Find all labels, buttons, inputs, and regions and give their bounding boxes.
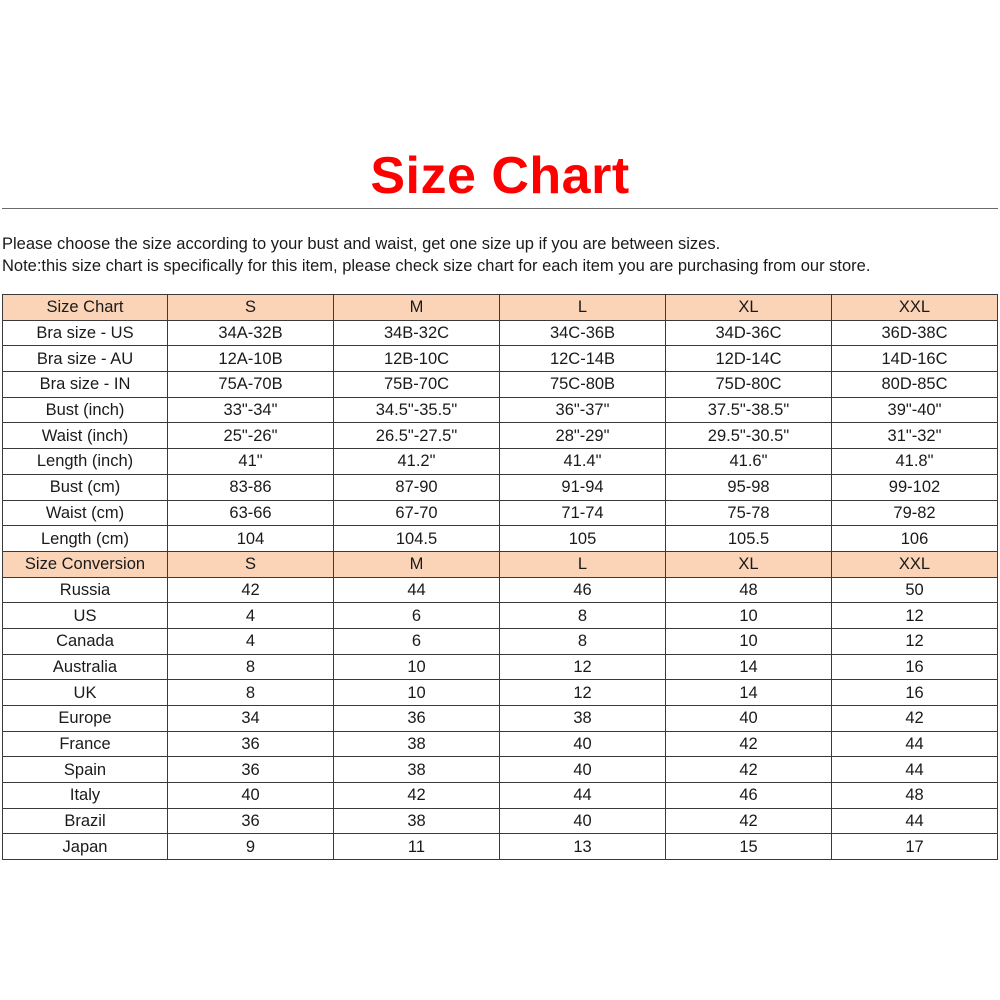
table-cell: 95-98 [666,474,832,500]
table-cell: 12D-14C [666,346,832,372]
row-label-cell: Brazil [3,808,168,834]
table-cell: 10 [334,654,500,680]
table-cell: 12 [500,654,666,680]
table-cell: 44 [832,757,998,783]
table-cell: 46 [500,577,666,603]
row-label-cell: Japan [3,834,168,860]
table-cell: 12 [500,680,666,706]
table-row [3,500,998,526]
table-cell: 41.8" [832,449,998,475]
page-title: Size Chart [370,147,630,205]
table-cell: 44 [832,731,998,757]
table-cell: 39"-40" [832,397,998,423]
table-cell: 31"-32" [832,423,998,449]
table-cell: 14D-16C [832,346,998,372]
table-cell: 38 [334,757,500,783]
table-cell: 38 [334,731,500,757]
table-cell: 12 [832,603,998,629]
table-cell: 105.5 [666,526,832,552]
row-label-cell: Bra size - AU [3,346,168,372]
table-cell: 12A-10B [168,346,334,372]
table-cell: 28"-29" [500,423,666,449]
table-cell: 67-70 [334,500,500,526]
table-cell: 104.5 [334,526,500,552]
size-header-cell: M [334,295,500,321]
table-cell: 44 [334,577,500,603]
table-cell: 25"-26" [168,423,334,449]
table-header-row [3,551,998,577]
size-chart-body [3,295,998,860]
table-row [3,654,998,680]
table-row [3,474,998,500]
table-cell: 75-78 [666,500,832,526]
table-cell: 75D-80C [666,372,832,398]
size-header-cell: L [500,551,666,577]
table-cell: 79-82 [832,500,998,526]
row-label-cell: US [3,603,168,629]
table-cell: 36 [168,731,334,757]
table-cell: 6 [334,628,500,654]
table-cell: 34.5"-35.5" [334,397,500,423]
row-label-cell: Waist (inch) [3,423,168,449]
table-row [3,423,998,449]
table-cell: 34 [168,706,334,732]
table-row [3,731,998,757]
table-cell: 37.5"-38.5" [666,397,832,423]
table-cell: 8 [168,654,334,680]
size-header-cell: XL [666,551,832,577]
table-cell: 38 [334,808,500,834]
table-row [3,706,998,732]
table-cell: 40 [666,706,832,732]
table-cell: 17 [832,834,998,860]
table-cell: 63-66 [168,500,334,526]
size-chart-table [2,294,998,860]
table-row [3,783,998,809]
row-label-cell: UK [3,680,168,706]
row-label-cell: Russia [3,577,168,603]
table-cell: 42 [334,783,500,809]
table-cell: 75B-70C [334,372,500,398]
table-cell: 9 [168,834,334,860]
table-cell: 34B-32C [334,320,500,346]
row-label-cell: Waist (cm) [3,500,168,526]
size-header-cell: XXL [832,551,998,577]
table-cell: 104 [168,526,334,552]
table-row [3,577,998,603]
table-cell: 10 [666,603,832,629]
table-cell: 48 [666,577,832,603]
table-cell: 75C-80B [500,372,666,398]
table-cell: 42 [666,808,832,834]
table-row [3,397,998,423]
note-line-1: Please choose the size according to your bust and waist, get one size up if you are between sizes. [2,235,721,253]
table-cell: 40 [500,757,666,783]
table-cell: 16 [832,654,998,680]
note-line-2: Note:this size chart is specifically for this item, please check size chart for each item you are purchasing from our store. [2,257,871,275]
row-label-cell: Spain [3,757,168,783]
table-cell: 44 [500,783,666,809]
table-row [3,449,998,475]
table-cell: 42 [832,706,998,732]
table-cell: 16 [832,680,998,706]
row-label-cell: Canada [3,628,168,654]
table-cell: 4 [168,603,334,629]
table-cell: 12C-14B [500,346,666,372]
table-cell: 34C-36B [500,320,666,346]
row-label-cell: France [3,731,168,757]
table-row [3,346,998,372]
table-cell: 83-86 [168,474,334,500]
table-cell: 50 [832,577,998,603]
table-row [3,526,998,552]
table-cell: 40 [500,808,666,834]
table-cell: 4 [168,628,334,654]
table-cell: 36 [168,757,334,783]
table-cell: 34A-32B [168,320,334,346]
size-header-cell: XXL [832,295,998,321]
table-cell: 36"-37" [500,397,666,423]
table-cell: 71-74 [500,500,666,526]
table-row [3,603,998,629]
table-header-row [3,295,998,321]
table-cell: 91-94 [500,474,666,500]
table-cell: 12B-10C [334,346,500,372]
table-row [3,808,998,834]
table-cell: 87-90 [334,474,500,500]
table-cell: 75A-70B [168,372,334,398]
section-header-cell: Size Chart [3,295,168,321]
table-cell: 6 [334,603,500,629]
row-label-cell: Bra size - US [3,320,168,346]
table-cell: 106 [832,526,998,552]
table-cell: 41.2" [334,449,500,475]
row-label-cell: Length (inch) [3,449,168,475]
table-cell: 36 [168,808,334,834]
table-cell: 8 [168,680,334,706]
size-notes [2,233,998,277]
table-cell: 38 [500,706,666,732]
row-label-cell: Bust (inch) [3,397,168,423]
table-cell: 15 [666,834,832,860]
row-label-cell: Australia [3,654,168,680]
size-header-cell: S [168,295,334,321]
title-divider [2,208,998,209]
table-cell: 36D-38C [832,320,998,346]
table-row [3,628,998,654]
table-cell: 11 [334,834,500,860]
table-cell: 41.6" [666,449,832,475]
table-cell: 8 [500,628,666,654]
row-label-cell: Italy [3,783,168,809]
row-label-cell: Length (cm) [3,526,168,552]
table-cell: 40 [168,783,334,809]
size-header-cell: L [500,295,666,321]
table-row [3,680,998,706]
table-cell: 105 [500,526,666,552]
row-label-cell: Bust (cm) [3,474,168,500]
table-cell: 33"-34" [168,397,334,423]
table-cell: 99-102 [832,474,998,500]
table-cell: 10 [334,680,500,706]
table-cell: 14 [666,680,832,706]
table-cell: 42 [168,577,334,603]
table-cell: 48 [832,783,998,809]
table-cell: 14 [666,654,832,680]
size-header-cell: M [334,551,500,577]
table-cell: 8 [500,603,666,629]
table-row [3,320,998,346]
table-row [3,834,998,860]
table-row [3,372,998,398]
size-header-cell: S [168,551,334,577]
table-cell: 29.5"-30.5" [666,423,832,449]
table-cell: 13 [500,834,666,860]
table-cell: 44 [832,808,998,834]
table-cell: 40 [500,731,666,757]
table-row [3,757,998,783]
table-cell: 46 [666,783,832,809]
table-cell: 26.5"-27.5" [334,423,500,449]
row-label-cell: Bra size - IN [3,372,168,398]
table-cell: 12 [832,628,998,654]
table-cell: 42 [666,731,832,757]
table-cell: 34D-36C [666,320,832,346]
table-cell: 41" [168,449,334,475]
table-cell: 10 [666,628,832,654]
table-cell: 41.4" [500,449,666,475]
table-cell: 42 [666,757,832,783]
table-cell: 80D-85C [832,372,998,398]
row-label-cell: Europe [3,706,168,732]
table-cell: 36 [334,706,500,732]
section-header-cell: Size Conversion [3,551,168,577]
size-header-cell: XL [666,295,832,321]
